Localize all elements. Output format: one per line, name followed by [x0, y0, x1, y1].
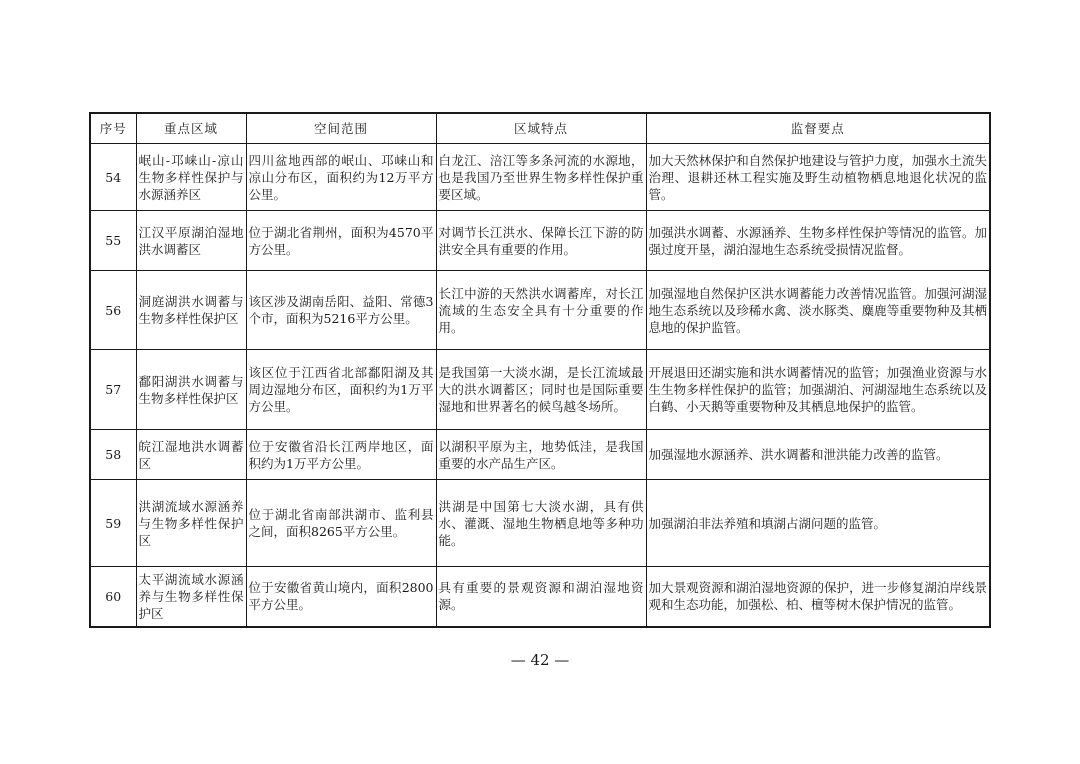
cell-supervision: 加强洪水调蓄、水源涵养、生物多样性保护等情况的监管。加强过度开垦，湖泊湿地生态系统受损情况监督。: [646, 211, 990, 271]
cell-seq: 57: [90, 350, 136, 430]
cell-area: 洪湖流域水源涵养与生物多样性保护区: [136, 480, 246, 567]
cell-seq: 54: [90, 144, 136, 211]
cell-scope: 该区位于江西省北部鄱阳湖及其周边湿地分布区，面积约为1万平方公里。: [246, 350, 436, 430]
table-row: [90, 271, 990, 350]
table-header-row: [90, 113, 990, 144]
cell-supervision: 加强湿地自然保护区洪水调蓄能力改善情况监管。加强河湖湿地生态系统以及珍稀水禽、淡水豚类、麋鹿等重要物种及其栖息地的保护监管。: [646, 271, 990, 350]
region-table: [89, 112, 991, 628]
table-row: [90, 567, 990, 627]
cell-features: 对调节长江洪水、保障长江下游的防洪安全具有重要的作用。: [436, 211, 646, 271]
header-scope: 空间范围: [246, 113, 436, 144]
cell-scope: 该区涉及湖南岳阳、益阳、常德3个市，面积为5216平方公里。: [246, 271, 436, 350]
cell-area: 岷山-邛崃山-凉山生物多样性保护与水源涵养区: [136, 144, 246, 211]
cell-supervision: 开展退田还湖实施和洪水调蓄情况的监管；加强渔业资源与水生生物多样性保护的监管；加强湖泊、河湖湿地生态系统以及白鹤、小天鹅等重要物种及其栖息地保护的监管。: [646, 350, 990, 430]
cell-supervision: 加强湖泊非法养殖和填湖占湖问题的监管。: [646, 480, 990, 567]
cell-seq: 59: [90, 480, 136, 567]
header-features: 区域特点: [436, 113, 646, 144]
cell-features: 具有重要的景观资源和湖泊湿地资源。: [436, 567, 646, 627]
cell-seq: 55: [90, 211, 136, 271]
cell-supervision: 加大天然林保护和自然保护地建设与管护力度，加强水土流失治理、退耕还林工程实施及野生动植物栖息地退化状况的监管。: [646, 144, 990, 211]
cell-supervision: 加强湿地水源涵养、洪水调蓄和泄洪能力改善的监管。: [646, 430, 990, 480]
table-row: [90, 144, 990, 211]
cell-area: 鄱阳湖洪水调蓄与生物多样性保护区: [136, 350, 246, 430]
cell-features: 白龙江、涪江等多条河流的水源地，也是我国乃至世界生物多样性保护重要区域。: [436, 144, 646, 211]
cell-area: 洞庭湖洪水调蓄与生物多样性保护区: [136, 271, 246, 350]
header-supervision: 监督要点: [646, 113, 990, 144]
cell-supervision: 加大景观资源和湖泊湿地资源的保护，进一步修复湖泊岸线景观和生态功能，加强松、柏、檀等树木保护情况的监管。: [646, 567, 990, 627]
cell-area: 太平湖流域水源涵养与生物多样性保护区: [136, 567, 246, 627]
header-area: 重点区域: [136, 113, 246, 144]
page-number: — 42 —: [510, 651, 570, 669]
cell-scope: 四川盆地西部的岷山、邛崃山和凉山分布区，面积约为12万平方公里。: [246, 144, 436, 211]
cell-features: 洪湖是中国第七大淡水湖，具有供水、灌溉、湿地生物栖息地等多种功能。: [436, 480, 646, 567]
cell-seq: 58: [90, 430, 136, 480]
table-row: [90, 211, 990, 271]
table-row: [90, 480, 990, 567]
cell-seq: 60: [90, 567, 136, 627]
cell-features: 长江中游的天然洪水调蓄库，对长江流域的生态安全具有十分重要的作用。: [436, 271, 646, 350]
cell-scope: 位于安徽省沿长江两岸地区，面积约为1万平方公里。: [246, 430, 436, 480]
cell-features: 是我国第一大淡水湖，是长江流域最大的洪水调蓄区；同时也是国际重要湿地和世界著名的候鸟越冬场所。: [436, 350, 646, 430]
cell-area: 皖江湿地洪水调蓄区: [136, 430, 246, 480]
table-row: [90, 430, 990, 480]
cell-features: 以湖积平原为主，地势低洼，是我国重要的水产品生产区。: [436, 430, 646, 480]
cell-area: 江汉平原湖泊湿地洪水调蓄区: [136, 211, 246, 271]
cell-scope: 位于湖北省南部洪湖市、监利县之间，面积8265平方公里。: [246, 480, 436, 567]
cell-seq: 56: [90, 271, 136, 350]
cell-scope: 位于湖北省荆州，面积为4570平方公里。: [246, 211, 436, 271]
cell-scope: 位于安徽省黄山境内，面积2800平方公里。: [246, 567, 436, 627]
header-seq: 序号: [90, 113, 136, 144]
table-row: [90, 350, 990, 430]
